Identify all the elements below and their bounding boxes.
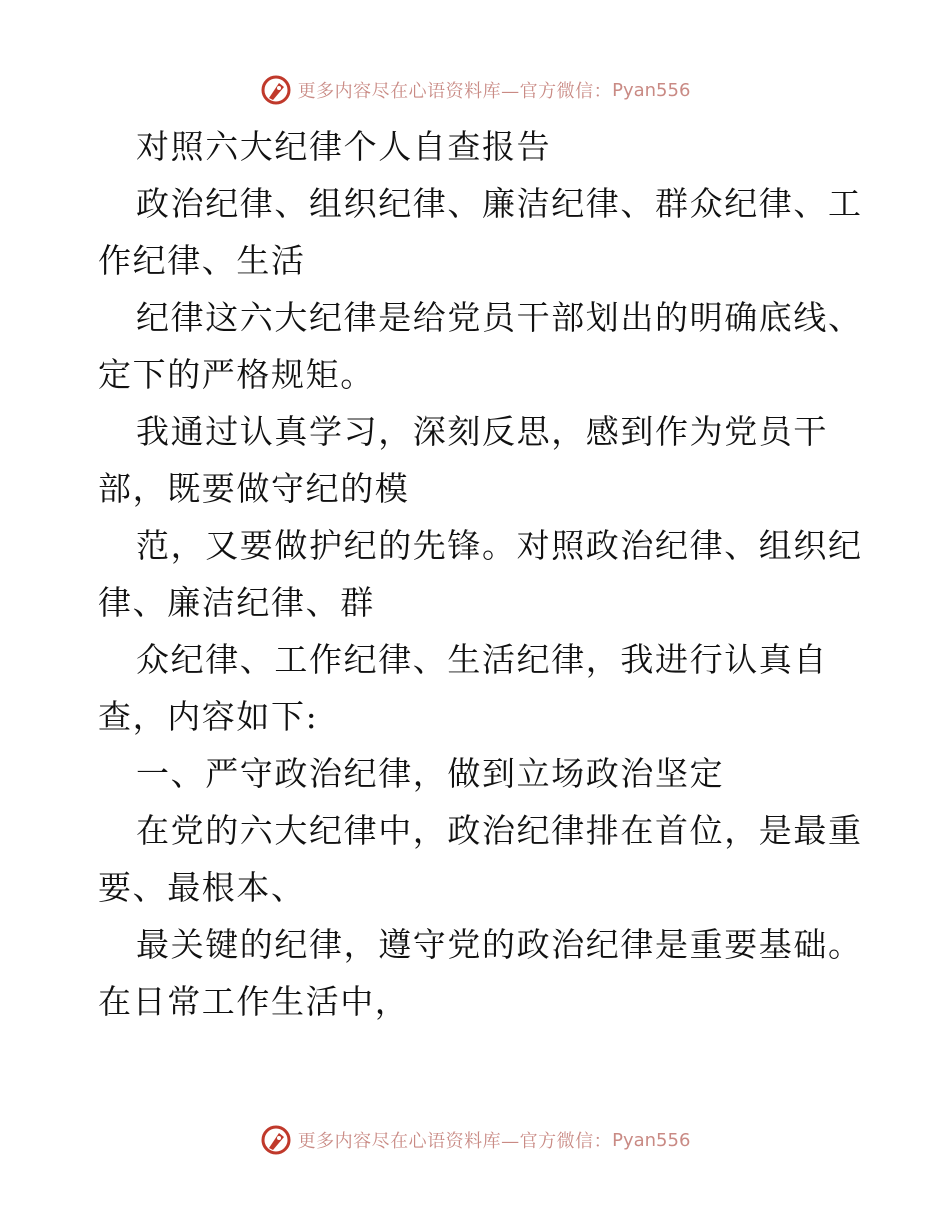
- text-line: 最关键的纪律，遵守党的政治纪律是重要基础。: [136, 925, 863, 964]
- pen-nib-logo-icon: [260, 1124, 292, 1156]
- text-line: 范，又要做护纪的先锋。对照政治纪律、组织纪: [136, 526, 863, 565]
- watermark-text: 更多内容尽在心语资料库—官方微信：: [297, 81, 613, 102]
- text-line: 要、最根本、: [98, 868, 306, 907]
- watermark-text: 更多内容尽在心语资料库—官方微信：: [297, 1131, 613, 1152]
- header-watermark: [0, 70, 950, 110]
- text-line: 政治纪律、组织纪律、廉洁纪律、群众纪律、工: [136, 184, 863, 223]
- text-line: 我通过认真学习，深刻反思，感到作为党员干: [136, 412, 828, 451]
- text-line: 在党的六大纪律中，政治纪律排在首位，是最重: [136, 811, 863, 850]
- footer-watermark: [0, 1120, 950, 1160]
- text-line: 在日常工作生活中，: [98, 982, 410, 1021]
- text-line: 定下的严格规矩。: [98, 355, 375, 394]
- text-line: 一、严守政治纪律，做到立场政治坚定: [136, 754, 725, 793]
- text-line: 律、廉洁纪律、群: [98, 583, 375, 622]
- text-line: 作纪律、生活: [98, 241, 306, 280]
- text-line: 纪律这六大纪律是给党员干部划出的明确底线、: [136, 298, 863, 337]
- text-line: 部，既要做守纪的模: [98, 469, 410, 508]
- text-line: 众纪律、工作纪律、生活纪律，我进行认真自: [136, 640, 828, 679]
- watermark-wechat-id: Pyan556: [612, 79, 691, 101]
- watermark-wechat-id: Pyan556: [612, 1129, 691, 1151]
- text-line: 查，内容如下:: [98, 697, 319, 736]
- text-line: 对照六大纪律个人自查报告: [136, 127, 552, 166]
- pen-nib-logo-icon: [260, 74, 292, 106]
- document-body: [98, 118, 863, 1030]
